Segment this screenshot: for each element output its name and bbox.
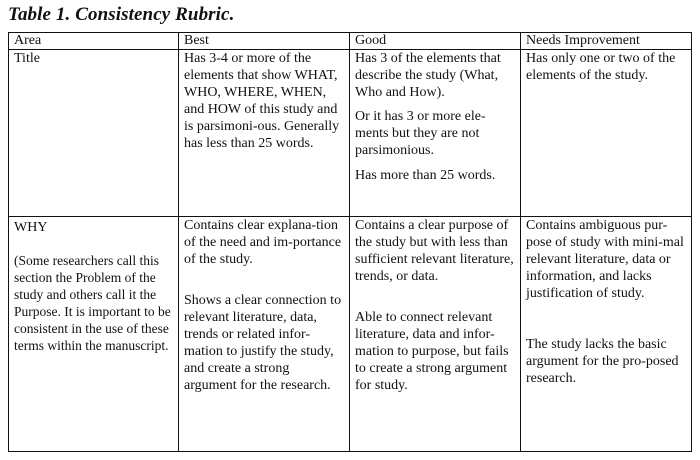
table-title: Table 1. Consistency Rubric.	[8, 4, 235, 25]
cell-text: Contains ambiguous pur-pose of study with mini-mal relevant literature, data or information, and lacks justification of study.	[526, 218, 684, 301]
area-label: Title	[14, 51, 40, 66]
cell-text: Able to connect relevant literature, data and infor-mation to purpose, but fails to create a strong argument for study.	[355, 310, 509, 393]
header-best: Best	[179, 33, 350, 50]
area-note: (Some researchers call this section the Problem of the study and others call it the Purpose. It is important to be consistent in the use of these terms within the manuscript.	[14, 253, 171, 353]
header-row	[9, 33, 692, 50]
consistency-rubric-table	[8, 32, 692, 452]
cell-why-good	[350, 217, 521, 452]
table-row-why	[9, 217, 692, 452]
cell-text: The study lacks the basic argument for the pro-posed research.	[526, 337, 679, 386]
cell-why-area	[9, 217, 179, 452]
header-area: Area	[9, 33, 179, 50]
cell-title-good	[350, 50, 521, 217]
cell-title-needs	[521, 50, 692, 217]
cell-text: Has 3 of the elements that describe the study (What, Who and How).	[355, 51, 501, 100]
cell-why-needs	[521, 217, 692, 452]
cell-title-best	[179, 50, 350, 217]
cell-text: Contains clear explana-tion of the need and im-portance of the study.	[184, 218, 342, 267]
cell-title-area	[9, 50, 179, 217]
cell-text: Has 3-4 or more of the elements that show WHAT, WHO, WHERE, WHEN, and HOW of this study and is parsimoni-ous. Generally has less than 25 words.	[184, 51, 340, 151]
cell-text: Has more than 25 words.	[355, 168, 496, 183]
cell-text: Contains a clear purpose of the study but with less than sufficient relevant literature, trends, or data.	[355, 218, 514, 284]
cell-text: Or it has 3 or more ele-ments but they are not parsimonious.	[355, 109, 486, 158]
header-good: Good	[350, 33, 521, 50]
table-row-title	[9, 50, 692, 217]
cell-text: Shows a clear connection to relevant literature, data, trends or related infor-mation to justify the study, and create a strong argument for the research.	[184, 293, 342, 393]
cell-why-best	[179, 217, 350, 452]
area-label: WHY	[14, 220, 48, 235]
header-needs-improvement: Needs Improvement	[521, 33, 692, 50]
cell-text: Has only one or two of the elements of the study.	[526, 51, 676, 83]
